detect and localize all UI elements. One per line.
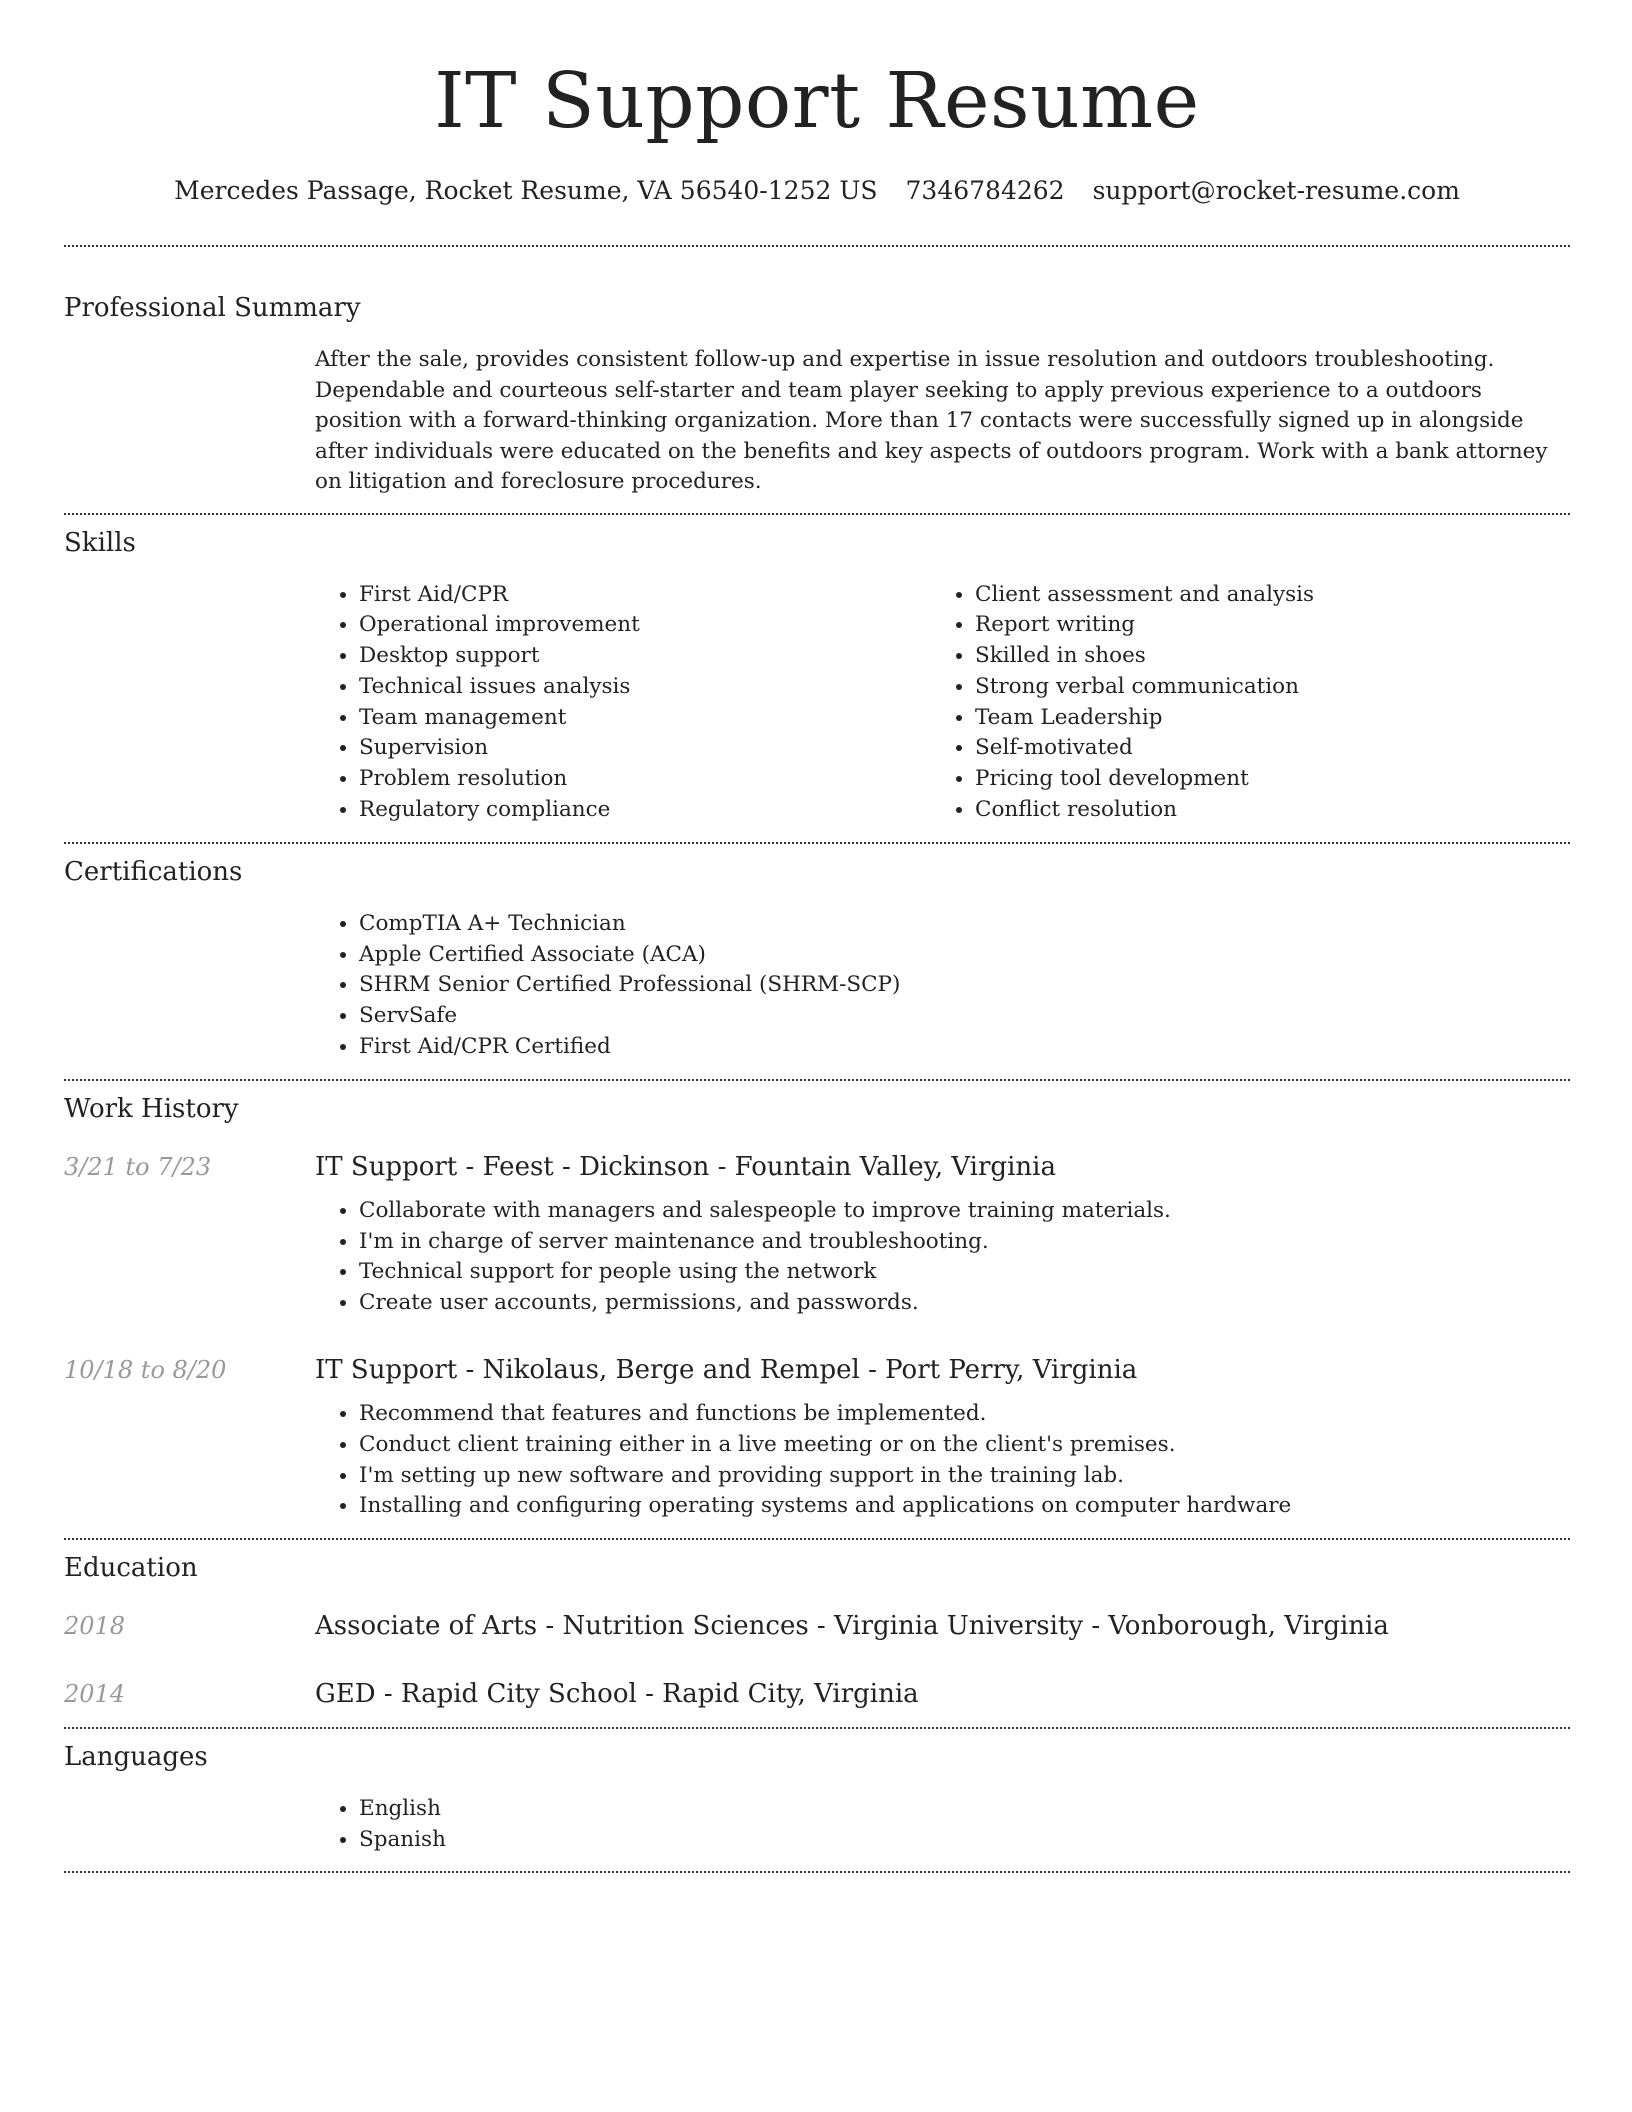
education-heading: Associate of Arts - Nutrition Sciences - Virginia University - Vonborough, Virginia: [315, 1611, 1389, 1642]
skills-list-left: [315, 580, 931, 826]
list-item: • Regulatory compliance: [359, 795, 931, 826]
list-item: • Report writing: [975, 610, 1547, 641]
list-item: • First Aid/CPR: [359, 580, 931, 611]
divider: [64, 1871, 1570, 1873]
section-title-education: Education: [64, 1553, 198, 1584]
job-dates: 10/18 to 8/20: [64, 1356, 227, 1385]
job-entry: [64, 1353, 1570, 1387]
list-item: • Conduct client training either in a live meeting or on the client's premises.: [359, 1430, 1570, 1461]
list-item: • Technical issues analysis: [359, 672, 931, 703]
job-heading: IT Support - Nikolaus, Berge and Rempel - Port Perry, Virginia: [315, 1355, 1138, 1386]
job-dates: 3/21 to 7/23: [64, 1152, 212, 1181]
certifications-section: [64, 844, 1570, 1063]
list-item: • Create user accounts, permissions, and passwords.: [359, 1288, 1570, 1319]
list-item: • Pricing tool development: [975, 764, 1547, 795]
section-title-summary: Professional Summary: [64, 293, 361, 323]
list-item: • Self-motivated: [975, 733, 1547, 764]
list-item: • Conflict resolution: [975, 795, 1547, 826]
contact-address: Mercedes Passage, Rocket Resume, VA 56540-1252 US: [174, 176, 878, 205]
contact-phone: 7346784262: [905, 176, 1065, 205]
education-entry: [64, 1609, 1570, 1643]
list-item: • Client assessment and analysis: [975, 580, 1547, 611]
education-year: 2018: [64, 1612, 126, 1641]
list-item: • Collaborate with managers and salespeople to improve training materials.: [359, 1196, 1570, 1227]
list-item: • CompTIA A+ Technician: [359, 909, 1570, 940]
list-item: • I'm in charge of server maintenance and troubleshooting.: [359, 1227, 1570, 1258]
list-item: • Apple Certified Associate (ACA): [359, 940, 1570, 971]
summary-text: After the sale, provides consistent follow-up and expertise in issue resolution and outdoors troubleshooting. Dependable and courteous self-starter and team player seeking to apply previous experience to a outdoors position with a forward-thinking organization. More than 17 contacts were successfully signed up in alongside after individuals were educated on the benefits and key aspects of outdoors program. Work with a bank attorney on litigation and foreclosure procedures.: [315, 347, 1548, 494]
list-item: • ServSafe: [359, 1001, 1570, 1032]
skills-grid: [315, 580, 1570, 826]
education-heading: GED - Rapid City School - Rapid City, Virginia: [315, 1679, 919, 1710]
skills-section: [64, 515, 1570, 826]
education-year: 2014: [64, 1680, 126, 1709]
list-item: • Team Leadership: [975, 703, 1547, 734]
summary-section: [64, 247, 1570, 498]
list-item: • Desktop support: [359, 641, 931, 672]
languages-section: [64, 1729, 1570, 1856]
job-entry: [64, 1150, 1570, 1184]
job-bullets: [315, 1399, 1570, 1522]
languages-list: [315, 1794, 1570, 1856]
list-item: • Supervision: [359, 733, 931, 764]
skills-list-right: [931, 580, 1547, 826]
job-heading: IT Support - Feest - Dickinson - Fountain Valley, Virginia: [315, 1151, 1056, 1182]
section-title-work: Work History: [64, 1093, 239, 1124]
section-title-languages: Languages: [64, 1742, 208, 1773]
list-item: • Spanish: [359, 1825, 1570, 1856]
list-item: • Skilled in shoes: [975, 641, 1547, 672]
certifications-list: [315, 909, 1570, 1063]
education-section: [64, 1540, 1570, 1711]
contact-email: support@rocket-resume.com: [1092, 176, 1460, 205]
work-history-section: [64, 1081, 1570, 1522]
list-item: • SHRM Senior Certified Professional (SHRM-SCP): [359, 970, 1570, 1001]
education-entry: [64, 1677, 1570, 1711]
page-title: IT Support Resume: [434, 57, 1200, 146]
list-item: • Installing and configuring operating systems and applications on computer hardware: [359, 1491, 1570, 1522]
list-item: • Recommend that features and functions be implemented.: [359, 1399, 1570, 1430]
list-item: • Technical support for people using the network: [359, 1257, 1570, 1288]
list-item: • Strong verbal communication: [975, 672, 1547, 703]
contact-line: [64, 174, 1570, 208]
section-title-certifications: Certifications: [64, 856, 243, 887]
job-bullets: [315, 1196, 1570, 1319]
list-item: • English: [359, 1794, 1570, 1825]
list-item: • Problem resolution: [359, 764, 931, 795]
list-item: • First Aid/CPR Certified: [359, 1032, 1570, 1063]
list-item: • Team management: [359, 703, 931, 734]
list-item: • I'm setting up new software and providing support in the training lab.: [359, 1461, 1570, 1492]
resume-page: [64, 0, 1570, 1873]
list-item: • Operational improvement: [359, 610, 931, 641]
section-title-skills: Skills: [64, 527, 136, 558]
